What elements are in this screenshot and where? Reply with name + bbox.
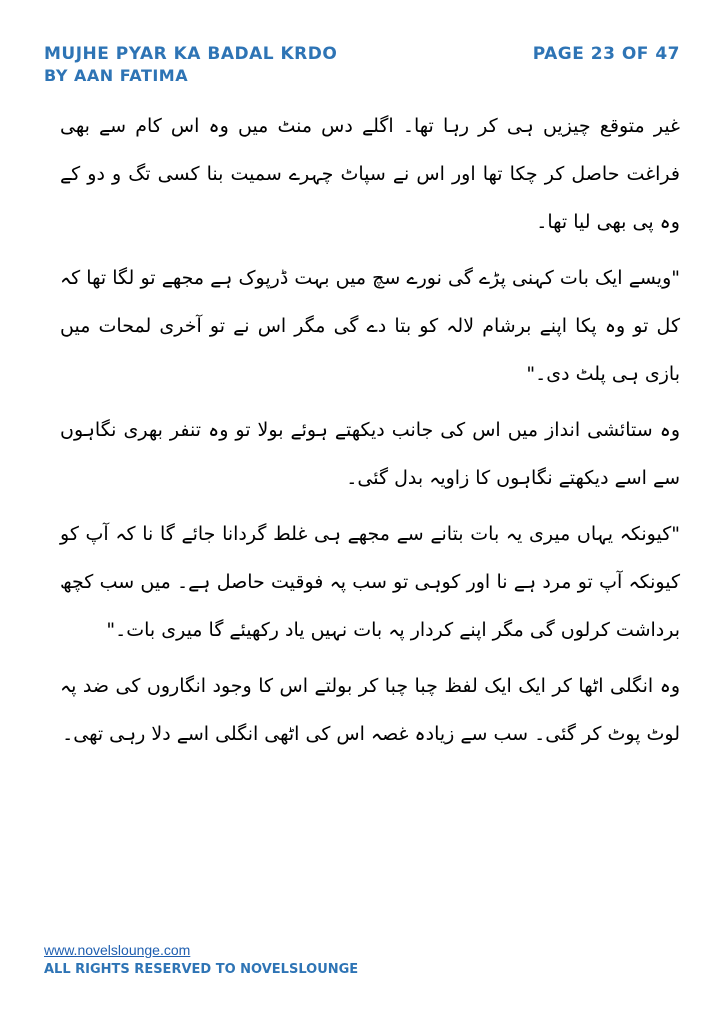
- paragraph: وہ ستائشی انداز میں اس کی جانب دیکھتے ہوئے بولا تو وہ تنفر بھری نگاہوں سے اسے دیکھتے نگاہوں کا زاویہ بدل گئی۔: [60, 419, 680, 489]
- paragraph: "ویسے ایک بات کہنی پڑے گی نورے سچ میں بہت ڈرپوک ہے مجھے تو لگا تھا کہ کل تو وہ پکا اپنے برشام لالہ کو بتا دے گی مگر اس نے تو آخری لمحات میں بازی ہی پلٹ دی۔": [60, 267, 680, 385]
- page-number: PAGE 23 OF 47: [532, 44, 680, 64]
- author-line: BY AAN FATIMA: [44, 66, 189, 85]
- paragraph: "کیونکہ یہاں میری یہ بات بتانے سے مجھے ہی غلط گردانا جائے گا نا کہ آپ کو کیونکہ آپ تو مرد ہے نا اور کوہی تو سب پہ فوقیت حاصل ہے۔ میں سب کچھ برداشت کرلوں گی مگر اپنے کردار پہ بات نہیں یاد رکھیئے گا میری بات۔": [60, 523, 680, 641]
- website-link[interactable]: www.novelslounge.com: [44, 942, 191, 958]
- paragraph: غیر متوقع چیزیں ہی کر رہا تھا۔ اگلے دس منٹ میں وہ اس کام سے بھی فراغت حاصل کر چکا تھا اور اس نے سپاٹ چہرے سمیت بنا کسی تگ و دو کے وہ پی بھی لیا تھا۔: [60, 115, 680, 233]
- copyright-notice: ALL RIGHTS RESERVED TO NOVELSLOUNGE: [44, 962, 359, 977]
- story-body: [60, 102, 680, 766]
- paragraph: وہ انگلی اٹھا کر ایک ایک لفظ چبا چبا کر بولتے اس کا وجود انگاروں کی ضد پہ لوٹ پوٹ کر گئی۔ سب سے زیادہ غصہ اس کی اٹھی انگلی اسے دلا رہی تھی۔: [60, 675, 680, 745]
- novel-title: MUJHE PYAR KA BADAL KRDO: [44, 44, 338, 64]
